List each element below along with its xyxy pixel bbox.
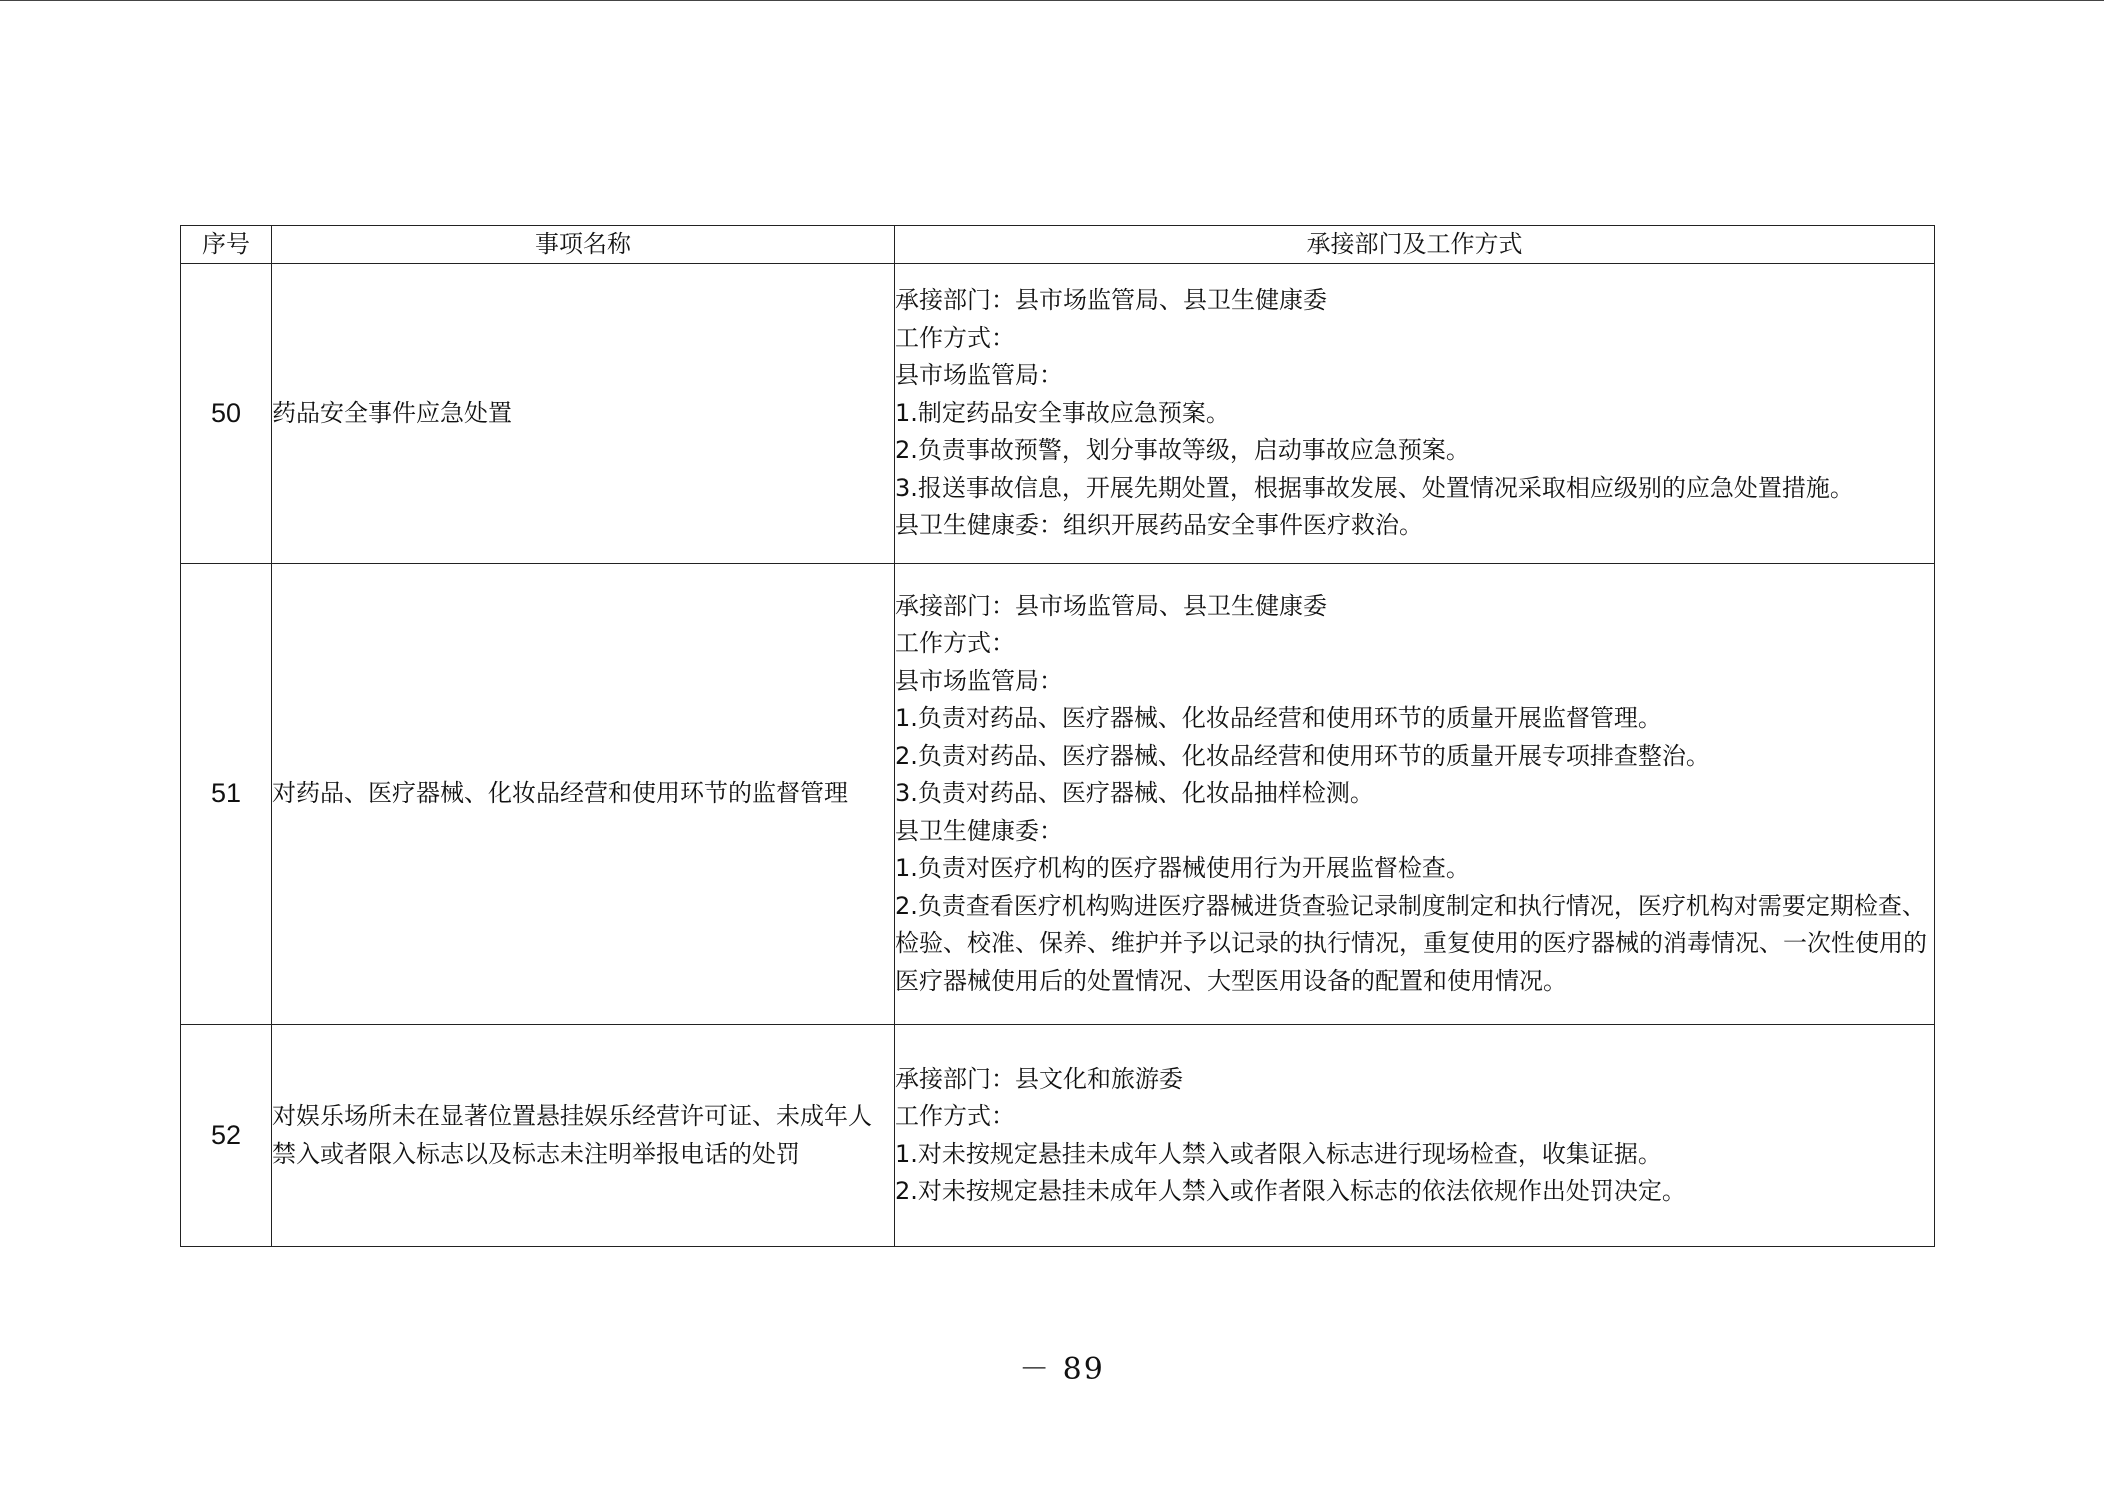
method-line: 工作方式： [895, 1102, 1015, 1130]
table-row [181, 564, 1935, 1025]
table-header-row [181, 226, 1935, 264]
method-line: 县卫生健康委： [895, 816, 1063, 845]
method-line: 1.制定药品安全事故应急预案。 [895, 398, 1230, 427]
row-dept-method [895, 1025, 1935, 1247]
method-line: 承接部门：县文化和旅游委 [895, 1064, 1183, 1093]
row-dept-method [895, 564, 1935, 1025]
method-line: 工作方式： [895, 629, 1015, 658]
method-line: 县卫生健康委：组织开展药品安全事件医疗救治。 [895, 511, 1423, 540]
method-line: 1.负责对药品、医疗器械、化妆品经营和使用环节的质量开展监督管理。 [895, 704, 1662, 733]
method-line: 承接部门：县市场监管局、县卫生健康委 [895, 591, 1327, 620]
header-seq: 序号 [181, 226, 272, 264]
method-line: 2.负责对药品、医疗器械、化妆品经营和使用环节的质量开展专项排查整治。 [895, 741, 1710, 770]
method-line: 2.负责查看医疗机构购进医疗器械进货查验记录制度制定和执行情况，医疗机构对需要定期检查、检验、校准、保养、维护并予以记录的执行情况，重复使用的医疗器械的消毒情况、一次性使用的医疗器械使用后的处置情况、大型医用设备的配置和使用情况。 [895, 891, 1927, 995]
header-dept-method: 承接部门及工作方式 [895, 226, 1935, 264]
method-line: 2.负责事故预警，划分事故等级，启动事故应急预案。 [895, 436, 1470, 465]
method-line: 3.负责对药品、医疗器械、化妆品抽样检测。 [895, 779, 1374, 808]
method-line: 工作方式： [895, 323, 1015, 352]
row-item-name: 药品安全事件应急处置 [272, 264, 895, 564]
row-dept-method [895, 264, 1935, 564]
method-line: 县市场监管局： [895, 361, 1063, 390]
row-item-name: 对药品、医疗器械、化妆品经营和使用环节的监督管理 [272, 564, 895, 1025]
header-item-name: 事项名称 [272, 226, 895, 264]
method-line: 2.对未按规定悬挂未成年人禁入或作者限入标志的依法依规作出处罚决定。 [895, 1177, 1686, 1205]
method-line: 1.负责对医疗机构的医疗器械使用行为开展监督检查。 [895, 854, 1470, 883]
row-item-name: 对娱乐场所未在显著位置悬挂娱乐经营许可证、未成年人禁入或者限入标志以及标志未注明举报电话的处罚 [272, 1025, 895, 1247]
row-seq: 51 [181, 564, 272, 1025]
row-seq: 50 [181, 264, 272, 564]
table-row [181, 264, 1935, 564]
method-line: 县市场监管局： [895, 666, 1063, 695]
responsibility-table [180, 225, 1935, 1247]
method-line: 1.对未按规定悬挂未成年人禁入或者限入标志进行现场检查，收集证据。 [895, 1139, 1662, 1168]
method-line: 3.报送事故信息，开展先期处置，根据事故发展、处置情况采取相应级别的应急处置措施。 [895, 473, 1854, 502]
page-number: － 89 [1019, 1352, 1105, 1387]
table-row [181, 1025, 1935, 1247]
method-line: 承接部门：县市场监管局、县卫生健康委 [895, 286, 1327, 315]
row-seq: 52 [181, 1025, 272, 1247]
top-border-line [0, 0, 2104, 1]
